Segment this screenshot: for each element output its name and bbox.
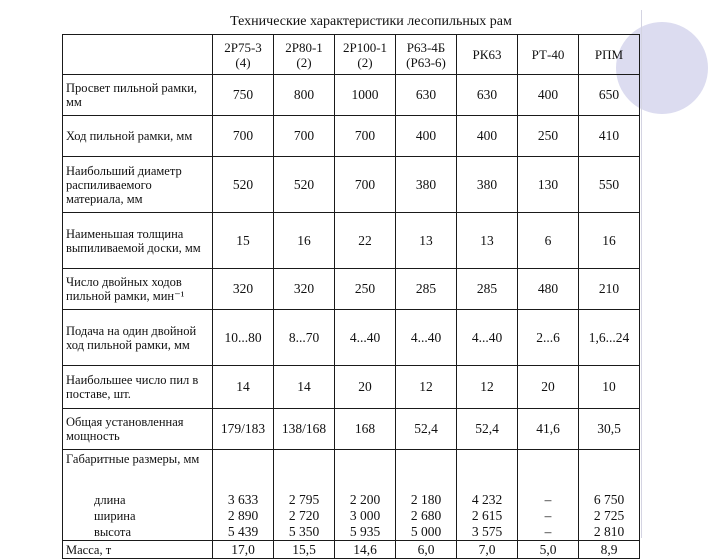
table-cell: 5,0 <box>518 541 579 559</box>
table-cell: 8...70 <box>274 310 335 366</box>
dimension-sublabel: высота <box>94 525 132 539</box>
table-cell: 15 <box>213 213 274 269</box>
table-row <box>63 269 640 310</box>
table-cell: 700 <box>213 116 274 157</box>
table-cell: 320 <box>274 269 335 310</box>
table-cell: 12 <box>396 366 457 409</box>
table-cell: 15,5 <box>274 541 335 559</box>
table-cell: 700 <box>335 157 396 213</box>
column-header: 2Р75-3 (4) <box>213 35 274 75</box>
row-label: Наибольший диаметр распиливаемого материала, мм <box>63 157 213 213</box>
table-cell: 41,6 <box>518 409 579 450</box>
dimension-sublabel: длина <box>94 493 126 507</box>
table-cell: 400 <box>396 116 457 157</box>
column-header: 2Р80-1 (2) <box>274 35 335 75</box>
table-cell: 30,5 <box>579 409 640 450</box>
table-cell: 52,4 <box>457 409 518 450</box>
table-cell: 17,0 <box>213 541 274 559</box>
header-corner <box>63 35 213 75</box>
table-cell: 20 <box>335 366 396 409</box>
table-cell: 2 180 2 680 5 000 <box>396 450 457 541</box>
table-cell: 130 <box>518 157 579 213</box>
table-cell: 3 633 2 890 5 439 <box>213 450 274 541</box>
table-row-mass <box>63 541 640 559</box>
row-label: Наибольшее число пил в поставе, шт. <box>63 366 213 409</box>
table-cell: 700 <box>335 116 396 157</box>
row-label: Масса, т <box>63 541 213 559</box>
table-cell: 410 <box>579 116 640 157</box>
table-cell: 210 <box>579 269 640 310</box>
table-row <box>63 116 640 157</box>
column-header: Р63-4Б (Р63-6) <box>396 35 457 75</box>
table-cell: 380 <box>396 157 457 213</box>
table-cell: 179/183 <box>213 409 274 450</box>
table-cell: 630 <box>396 75 457 116</box>
column-header: РПМ <box>579 35 640 75</box>
column-header: РК63 <box>457 35 518 75</box>
specs-table <box>62 34 640 559</box>
table-cell: 20 <box>518 366 579 409</box>
row-label: Число двойных ходов пильной рамки, мин⁻¹ <box>63 269 213 310</box>
table-cell: 4...40 <box>457 310 518 366</box>
table-cell: 1000 <box>335 75 396 116</box>
document-page <box>62 10 640 557</box>
table-cell: 22 <box>335 213 396 269</box>
row-label: Наименьшая толщина выпиливаемой доски, мм <box>63 213 213 269</box>
table-cell: 7,0 <box>457 541 518 559</box>
table-cell: 6,0 <box>396 541 457 559</box>
table-row <box>63 75 640 116</box>
table-cell: 750 <box>213 75 274 116</box>
header-row <box>63 35 640 75</box>
table-cell: – – – <box>518 450 579 541</box>
table-cell: 630 <box>457 75 518 116</box>
table-title: Технические характеристики лесопильных рам <box>230 14 512 29</box>
table-cell: 12 <box>457 366 518 409</box>
row-label: Подача на один двойной ход пильной рамки, мм <box>63 310 213 366</box>
table-cell: 550 <box>579 157 640 213</box>
table-cell: 16 <box>579 213 640 269</box>
row-label: Ход пильной рамки, мм <box>63 116 213 157</box>
table-row <box>63 310 640 366</box>
table-cell: 2 795 2 720 5 350 <box>274 450 335 541</box>
table-cell: 10...80 <box>213 310 274 366</box>
table-cell: 380 <box>457 157 518 213</box>
table-cell: 480 <box>518 269 579 310</box>
table-cell: 14 <box>274 366 335 409</box>
table-cell: 8,9 <box>579 541 640 559</box>
table-cell: 2...6 <box>518 310 579 366</box>
table-cell: 6 750 2 725 2 810 <box>579 450 640 541</box>
table-cell: 168 <box>335 409 396 450</box>
table-cell: 14 <box>213 366 274 409</box>
dimensions-label: Габаритные размеры, мм <box>66 452 200 466</box>
table-row <box>63 213 640 269</box>
decorative-line <box>641 10 642 538</box>
table-cell: 700 <box>274 116 335 157</box>
table-cell: 4...40 <box>396 310 457 366</box>
table-cell: 13 <box>457 213 518 269</box>
table-cell: 16 <box>274 213 335 269</box>
table-cell: 6 <box>518 213 579 269</box>
table-cell: 285 <box>396 269 457 310</box>
table-cell: 520 <box>274 157 335 213</box>
table-cell: 400 <box>518 75 579 116</box>
row-label: Просвет пильной рамки, мм <box>63 75 213 116</box>
table-cell: 520 <box>213 157 274 213</box>
column-header: РТ-40 <box>518 35 579 75</box>
table-cell: 1,6...24 <box>579 310 640 366</box>
table-cell: 52,4 <box>396 409 457 450</box>
table-row <box>63 157 640 213</box>
row-label <box>63 450 213 541</box>
table-row <box>63 366 640 409</box>
table-cell: 400 <box>457 116 518 157</box>
table-cell: 4 232 2 615 3 575 <box>457 450 518 541</box>
table-cell: 800 <box>274 75 335 116</box>
table-cell: 4...40 <box>335 310 396 366</box>
table-cell: 2 200 3 000 5 935 <box>335 450 396 541</box>
table-cell: 320 <box>213 269 274 310</box>
dimension-sublabel: ширина <box>94 509 136 523</box>
table-cell: 285 <box>457 269 518 310</box>
column-header: 2Р100-1 (2) <box>335 35 396 75</box>
table-cell: 138/168 <box>274 409 335 450</box>
table-cell: 250 <box>335 269 396 310</box>
table-cell: 13 <box>396 213 457 269</box>
table-cell: 14,6 <box>335 541 396 559</box>
row-label: Общая установленная мощность <box>63 409 213 450</box>
table-cell: 10 <box>579 366 640 409</box>
table-row-dimensions <box>63 450 640 541</box>
table-cell: 650 <box>579 75 640 116</box>
table-cell: 250 <box>518 116 579 157</box>
table-row <box>63 409 640 450</box>
